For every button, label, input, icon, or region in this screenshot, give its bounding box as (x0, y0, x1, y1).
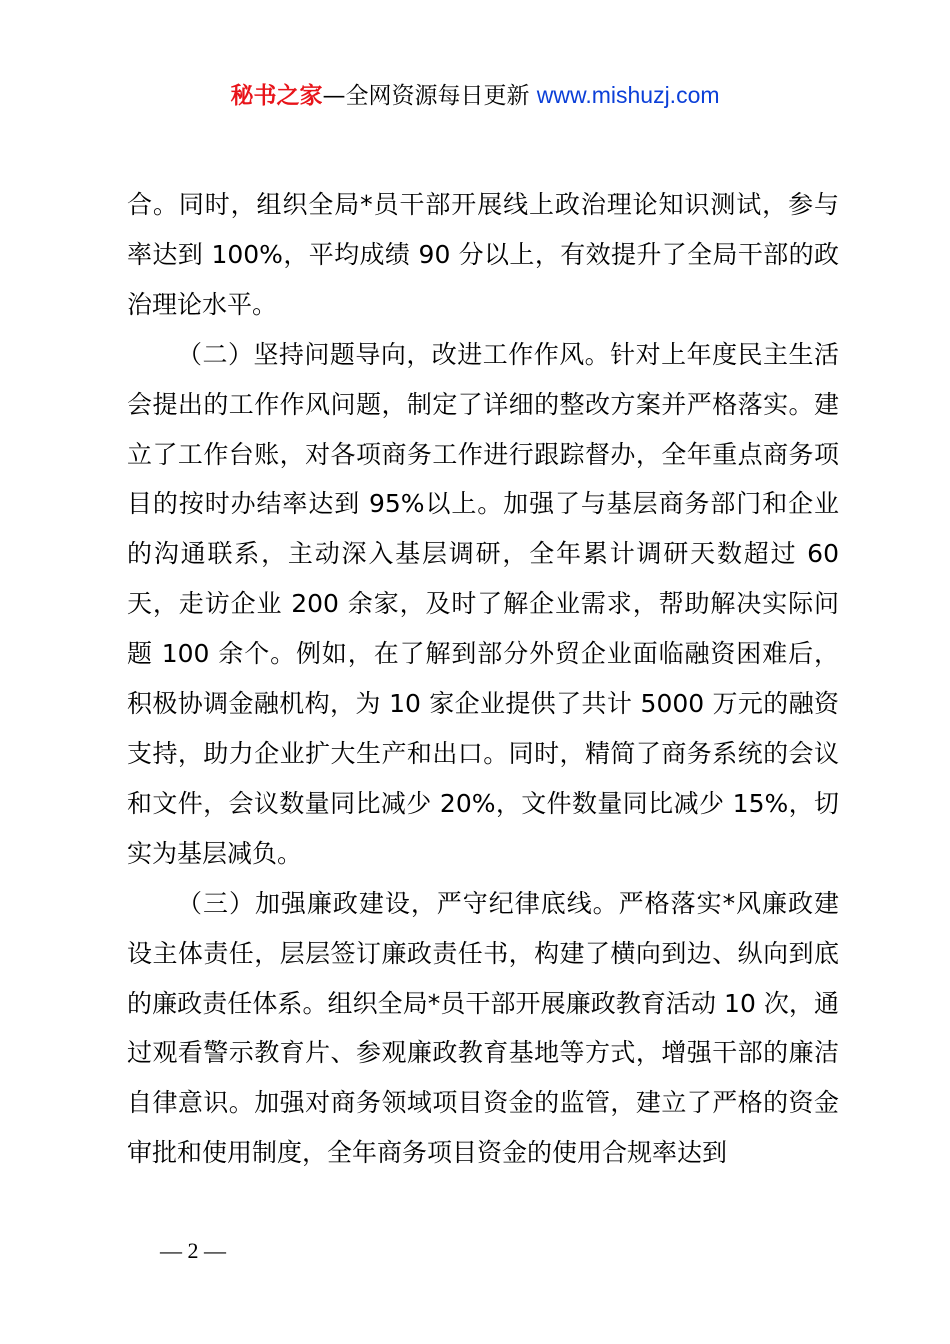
paragraph-continuation: 合。同时，组织全局*员干部开展线上政治理论知识测试，参与率达到 100%，平均成绩 90 分以上，有效提升了全局干部的政治理论水平。 (127, 190, 839, 319)
paragraph-section-3: （三）加强廉政建设，严守纪律底线。严格落实*风廉政建设主体责任，层层签订廉政责任书，构建了横向到边、纵向到底的廉政责任体系。组织全局*员干部开展廉政教育活动 10 次，通过观看警示教育片、参观廉政教育基地等方式，增强干部的廉洁自律意识。加强对商务领域项目资金的监管，建立了严格的资金审批和使用制度，全年商务项目资金的使用合规率达到 (127, 888, 839, 1168)
brand-name: 秘书之家 (230, 83, 323, 109)
site-header (0, 78, 950, 113)
header-tagline: —全网资源每日更新 (322, 83, 537, 109)
paragraph-section-2: （二）坚持问题导向，改进工作作风。针对上年度民主生活会提出的工作作风问题，制定了详细的整改方案并严格落实。建立了工作台账，对各项商务工作进行跟踪督办，全年重点商务项目的按时办结率达到 95%以上。加强了与基层商务部门和企业的沟通联系，主动深入基层调研，全年累计调研天数超过 60 天，走访企业 200 余家，及时了解企业需求，帮助解决实际问题 100 余个。例如，在了解到部分外贸企业面临融资困难后，积极协调金融机构，为 10 家企业提供了共计 5000 万元的融资支持，助力企业扩大生产和出口。同时，精简了商务系统的会议和文件，会议数量同比减少 20%，文件数量同比减少 15%，切实为基层减负。 (127, 339, 839, 868)
site-url-link[interactable]: www.mishuzj.com (536, 82, 720, 108)
page-number: — 2 — (160, 1238, 226, 1263)
document-body (127, 180, 839, 1178)
